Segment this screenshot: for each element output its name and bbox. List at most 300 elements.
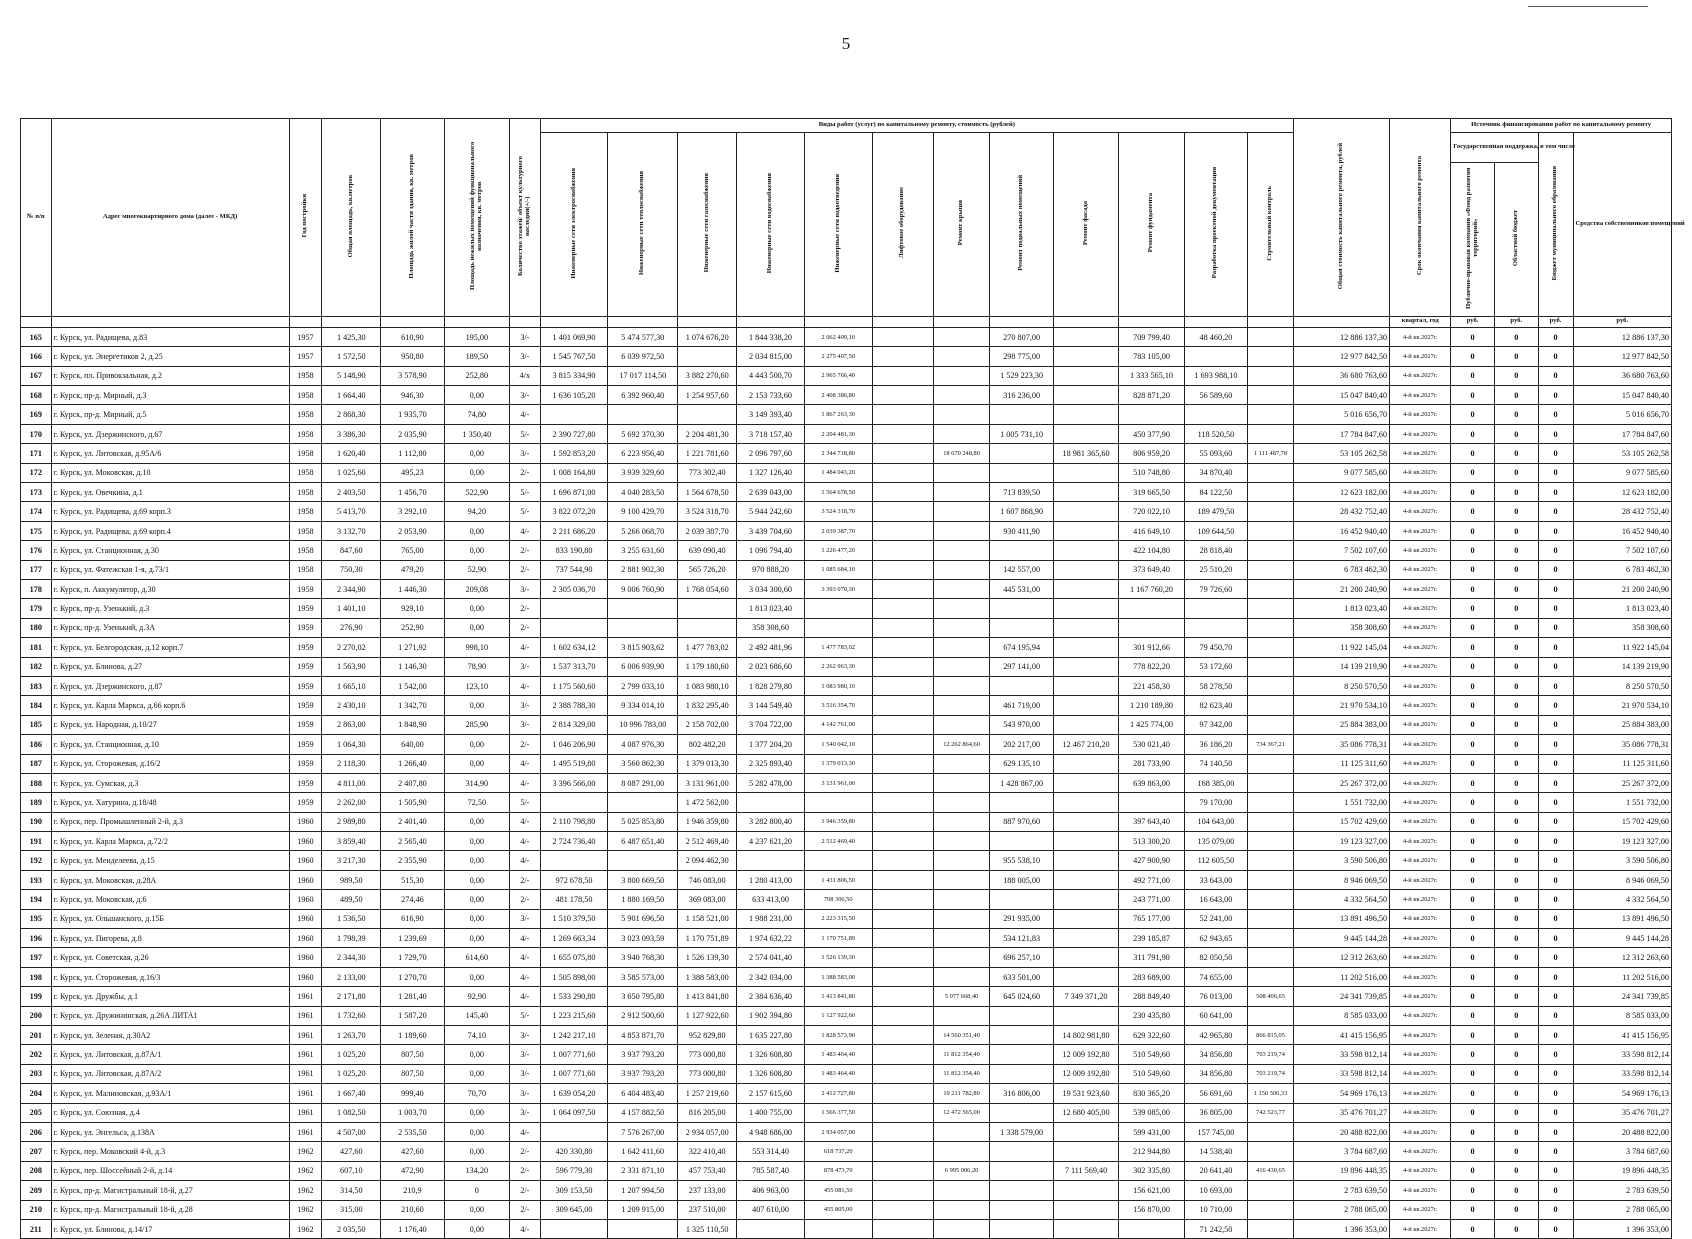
row-control xyxy=(1248,386,1294,405)
row-floors: 4/- xyxy=(510,1219,541,1238)
row-number: 211 xyxy=(21,1219,52,1238)
row-foundation: 510 549,60 xyxy=(1119,1064,1185,1083)
row-deadline: 4-й кв.2027г. xyxy=(1390,444,1451,463)
row-sewage: 1 379 013,30 xyxy=(804,754,872,773)
row-heat xyxy=(608,599,678,618)
row-deadline: 4-й кв.2027г. xyxy=(1390,793,1451,812)
row-nonres-area: 0,00 xyxy=(444,909,510,928)
row-owners: 54 969 176,13 xyxy=(1573,1084,1671,1103)
row-electric: 1 602 634,12 xyxy=(540,638,608,657)
row-basement xyxy=(990,541,1053,560)
row-fund-src: 0 xyxy=(1451,754,1495,773)
table-row xyxy=(21,463,1672,482)
row-nonres-area: 0,00 xyxy=(444,444,510,463)
row-roof: 19 211 782,80 xyxy=(933,1084,990,1103)
row-floors: 4/- xyxy=(510,832,541,851)
row-water: 1 326 608,80 xyxy=(737,1064,805,1083)
row-gas: 639 090,40 xyxy=(678,541,737,560)
row-heat xyxy=(608,618,678,637)
row-deadline: 4-й кв.2027г. xyxy=(1390,754,1451,773)
row-fund-src: 0 xyxy=(1451,793,1495,812)
row-lift xyxy=(872,1122,933,1141)
row-basement: 713 839,50 xyxy=(990,483,1053,502)
row-address: г. Курск, ул. Литовская, д.87А/1 xyxy=(51,1045,289,1064)
row-number: 189 xyxy=(21,793,52,812)
top-rule xyxy=(1528,6,1648,7)
row-basement xyxy=(990,793,1053,812)
row-address: г. Курск, п. Аккумулятор, д.30 xyxy=(51,580,289,599)
row-total: 8 585 033,00 xyxy=(1294,1006,1390,1025)
row-regional-src: 0 xyxy=(1494,812,1538,831)
row-water: 1 377 204,20 xyxy=(737,735,805,754)
row-roof: 11 812 354,40 xyxy=(933,1045,990,1064)
row-foundation xyxy=(1119,405,1185,424)
row-project: 112 605,50 xyxy=(1184,851,1247,870)
row-nonres-area: 123,10 xyxy=(444,676,510,695)
table-row xyxy=(21,638,1672,657)
row-electric xyxy=(540,618,608,637)
row-year: 1961 xyxy=(289,987,322,1006)
row-deadline: 4-й кв.2027г. xyxy=(1390,502,1451,521)
row-address: г. Курск, ул. Дзержинского, д.67 xyxy=(51,424,289,443)
row-gas: 1 325 110,50 xyxy=(678,1219,737,1238)
row-heat: 17 017 114,50 xyxy=(608,366,678,385)
row-control: 416 430,65 xyxy=(1248,1161,1294,1180)
row-gas: 2 512 469,40 xyxy=(678,832,737,851)
col-nonres-area: Площадь нежилых помещений функционального назначения, кв. метров xyxy=(468,141,483,291)
row-municipal-src: 0 xyxy=(1538,967,1573,986)
row-lift xyxy=(872,599,933,618)
table-row xyxy=(21,967,1672,986)
table-row xyxy=(21,618,1672,637)
row-basement xyxy=(990,676,1053,695)
row-living-area: 616,90 xyxy=(381,909,444,928)
row-heat xyxy=(608,851,678,870)
row-living-area: 1 112,80 xyxy=(381,444,444,463)
col-work-gas: Инженерные сети газоснабжения xyxy=(702,173,710,273)
row-total-area: 3 217,30 xyxy=(322,851,381,870)
row-lift xyxy=(872,405,933,424)
row-living-area: 3 292,10 xyxy=(381,502,444,521)
row-facade xyxy=(1053,657,1119,676)
row-water: 5 944 242,60 xyxy=(737,502,805,521)
row-control xyxy=(1248,618,1294,637)
row-year: 1959 xyxy=(289,696,322,715)
row-electric: 481 178,50 xyxy=(540,890,608,909)
row-floors: 5/- xyxy=(510,502,541,521)
row-gas: 802 482,20 xyxy=(678,735,737,754)
row-year: 1960 xyxy=(289,929,322,948)
row-total: 25 267 372,00 xyxy=(1294,773,1390,792)
row-water: 2 034 815,00 xyxy=(737,347,805,366)
row-year: 1959 xyxy=(289,773,322,792)
row-number: 176 xyxy=(21,541,52,560)
row-sewage: 2 934 057,00 xyxy=(804,1122,872,1141)
row-gas xyxy=(678,599,737,618)
row-address: г. Курск, ул. Дзержинского, д.87 xyxy=(51,676,289,695)
row-water: 3 034 300,60 xyxy=(737,580,805,599)
table-row xyxy=(21,405,1672,424)
row-control xyxy=(1248,812,1294,831)
row-nonres-area: 0,00 xyxy=(444,735,510,754)
row-roof xyxy=(933,502,990,521)
row-control: 703 219,74 xyxy=(1248,1064,1294,1083)
row-total-area: 314,50 xyxy=(322,1181,381,1200)
row-sewage xyxy=(804,1219,872,1238)
table-row xyxy=(21,657,1672,676)
row-year: 1958 xyxy=(289,424,322,443)
row-electric: 1 545 767,50 xyxy=(540,347,608,366)
row-facade xyxy=(1053,929,1119,948)
row-deadline: 4-й кв.2027г. xyxy=(1390,735,1451,754)
row-sewage xyxy=(804,851,872,870)
row-roof xyxy=(933,929,990,948)
row-regional-src: 0 xyxy=(1494,851,1538,870)
row-project: 82 623,40 xyxy=(1184,696,1247,715)
row-facade xyxy=(1053,948,1119,967)
row-municipal-src: 0 xyxy=(1538,890,1573,909)
row-total-area: 2 430,10 xyxy=(322,696,381,715)
row-floors: 4/- xyxy=(510,773,541,792)
row-foundation: 783 105,00 xyxy=(1119,347,1185,366)
row-nonres-area: 998,10 xyxy=(444,638,510,657)
row-electric: 1 007 771,60 xyxy=(540,1064,608,1083)
row-sewage: 1 540 042,10 xyxy=(804,735,872,754)
col-owners: Средства собственников помещений xyxy=(1573,133,1671,317)
row-total-area: 2 403,50 xyxy=(322,483,381,502)
row-address: г. Курск, ул. Станционная, д.30 xyxy=(51,541,289,560)
works-group-header: Виды работ (услуг) по капитальному ремонту, стоимость (рублей) xyxy=(540,119,1293,133)
row-number: 175 xyxy=(21,521,52,540)
row-control xyxy=(1248,424,1294,443)
row-floors: 5/- xyxy=(510,1006,541,1025)
row-electric: 3 396 566,00 xyxy=(540,773,608,792)
row-total: 11 125 311,60 xyxy=(1294,754,1390,773)
row-total-area: 1 667,40 xyxy=(322,1084,381,1103)
row-sewage xyxy=(804,618,872,637)
row-living-area: 1 456,70 xyxy=(381,483,444,502)
row-fund-src: 0 xyxy=(1451,1122,1495,1141)
row-address: г. Курск, ул. Радищева, д.69 корп.3 xyxy=(51,502,289,521)
row-total: 358 308,60 xyxy=(1294,618,1390,637)
row-project: 48 460,20 xyxy=(1184,327,1247,346)
row-regional-src: 0 xyxy=(1494,832,1538,851)
row-facade: 7 111 569,40 xyxy=(1053,1161,1119,1180)
row-facade xyxy=(1053,327,1119,346)
row-number: 183 xyxy=(21,676,52,695)
row-total: 12 886 137,30 xyxy=(1294,327,1390,346)
row-number: 177 xyxy=(21,560,52,579)
row-regional-src: 0 xyxy=(1494,1122,1538,1141)
row-project xyxy=(1184,347,1247,366)
row-facade: 7 349 371,20 xyxy=(1053,987,1119,1006)
row-sewage: 1 946 359,80 xyxy=(804,812,872,831)
row-regional-src: 0 xyxy=(1494,463,1538,482)
row-total: 21 970 534,10 xyxy=(1294,696,1390,715)
row-year: 1958 xyxy=(289,405,322,424)
row-deadline: 4-й кв.2027г. xyxy=(1390,812,1451,831)
row-number: 166 xyxy=(21,347,52,366)
row-lift xyxy=(872,890,933,909)
row-municipal-src: 0 xyxy=(1538,909,1573,928)
row-deadline: 4-й кв.2027г. xyxy=(1390,347,1451,366)
row-control xyxy=(1248,793,1294,812)
row-total-area: 1 401,10 xyxy=(322,599,381,618)
row-roof: 12 262 864,60 xyxy=(933,735,990,754)
row-total: 7 502 107,60 xyxy=(1294,541,1390,560)
row-total: 1 551 732,00 xyxy=(1294,793,1390,812)
row-municipal-src: 0 xyxy=(1538,929,1573,948)
row-sewage: 1 127 922,60 xyxy=(804,1006,872,1025)
row-foundation xyxy=(1119,1219,1185,1238)
row-basement: 445 531,00 xyxy=(990,580,1053,599)
row-project: 168 385,00 xyxy=(1184,773,1247,792)
row-sewage: 3 131 961,00 xyxy=(804,773,872,792)
row-regional-src: 0 xyxy=(1494,929,1538,948)
row-living-area: 946,30 xyxy=(381,386,444,405)
row-regional-src: 0 xyxy=(1494,909,1538,928)
row-total: 33 598 812,14 xyxy=(1294,1064,1390,1083)
row-address: г. Курск, ул. Сумская, д.3 xyxy=(51,773,289,792)
row-heat: 5 025 853,80 xyxy=(608,812,678,831)
row-total-area: 750,30 xyxy=(322,560,381,579)
row-total-area: 3 132,70 xyxy=(322,521,381,540)
row-electric: 2 211 686,20 xyxy=(540,521,608,540)
row-number: 209 xyxy=(21,1181,52,1200)
row-floors: 4/- xyxy=(510,638,541,657)
row-municipal-src: 0 xyxy=(1538,483,1573,502)
col-work-control: Строительный контроль xyxy=(1266,185,1274,261)
row-electric: 1 269 663,34 xyxy=(540,929,608,948)
row-living-area: 1 239,69 xyxy=(381,929,444,948)
row-basement: 316 236,00 xyxy=(990,386,1053,405)
row-living-area: 3 578,90 xyxy=(381,366,444,385)
row-water: 2 096 797,60 xyxy=(737,444,805,463)
row-gas xyxy=(678,618,737,637)
row-electric: 309 645,00 xyxy=(540,1200,608,1219)
row-sewage: 1 564 678,50 xyxy=(804,483,872,502)
row-electric xyxy=(540,1219,608,1238)
row-heat xyxy=(608,1219,678,1238)
row-facade xyxy=(1053,483,1119,502)
row-regional-src: 0 xyxy=(1494,890,1538,909)
row-total-area: 2 035,50 xyxy=(322,1219,381,1238)
row-year: 1959 xyxy=(289,580,322,599)
row-floors: 4/- xyxy=(510,851,541,870)
row-gas: 1 946 359,80 xyxy=(678,812,737,831)
col-work-water: Инженерные сети водоснабжения xyxy=(766,172,774,274)
row-living-area: 472,90 xyxy=(381,1161,444,1180)
row-number: 196 xyxy=(21,929,52,948)
row-heat: 1 209 915,00 xyxy=(608,1200,678,1219)
row-total: 24 341 739,85 xyxy=(1294,987,1390,1006)
row-lift xyxy=(872,657,933,676)
row-heat: 5 692 370,30 xyxy=(608,424,678,443)
row-nonres-area: 78,90 xyxy=(444,657,510,676)
row-electric: 1 175 560,60 xyxy=(540,676,608,695)
row-total: 8 250 570,50 xyxy=(1294,676,1390,695)
row-owners: 1 551 732,00 xyxy=(1573,793,1671,812)
row-municipal-src: 0 xyxy=(1538,715,1573,734)
row-fund-src: 0 xyxy=(1451,1200,1495,1219)
row-deadline: 4-й кв.2027г. xyxy=(1390,1045,1451,1064)
row-total: 9 445 144,28 xyxy=(1294,929,1390,948)
row-sewage: 1 483 464,40 xyxy=(804,1045,872,1064)
row-sewage: 618 737,20 xyxy=(804,1142,872,1161)
row-water: 1 280 413,00 xyxy=(737,870,805,889)
row-address: г. Курск, пр-д. Узенький, д.3А xyxy=(51,618,289,637)
row-electric: 1 007 771,60 xyxy=(540,1045,608,1064)
row-address: г. Курск, пр-д. Магистральный 18-й, д.27 xyxy=(51,1181,289,1200)
row-regional-src: 0 xyxy=(1494,386,1538,405)
row-roof xyxy=(933,483,990,502)
row-electric: 1 696 871,00 xyxy=(540,483,608,502)
row-year: 1958 xyxy=(289,444,322,463)
row-municipal-src: 0 xyxy=(1538,386,1573,405)
row-nonres-area: 74,80 xyxy=(444,405,510,424)
row-water: 3 439 704,60 xyxy=(737,521,805,540)
row-foundation: 778 822,20 xyxy=(1119,657,1185,676)
row-deadline: 4-й кв.2027г. xyxy=(1390,1219,1451,1238)
row-regional-src: 0 xyxy=(1494,793,1538,812)
row-total: 8 946 069,50 xyxy=(1294,870,1390,889)
row-floors: 3/- xyxy=(510,909,541,928)
row-heat: 4 853 871,70 xyxy=(608,1025,678,1044)
table-row xyxy=(21,444,1672,463)
row-regional-src: 0 xyxy=(1494,1161,1538,1180)
row-year: 1959 xyxy=(289,599,322,618)
row-nonres-area: 0,00 xyxy=(444,521,510,540)
row-water: 1 400 755,00 xyxy=(737,1103,805,1122)
row-deadline: 4-й кв.2027г. xyxy=(1390,1122,1451,1141)
row-floors: 2/- xyxy=(510,560,541,579)
row-gas: 773 302,40 xyxy=(678,463,737,482)
row-address: г. Курск, пр-д. Магистральный 18-й, д.28 xyxy=(51,1200,289,1219)
row-regional-src: 0 xyxy=(1494,502,1538,521)
row-gas: 952 829,80 xyxy=(678,1025,737,1044)
row-roof xyxy=(933,890,990,909)
row-heat: 3 815 903,62 xyxy=(608,638,678,657)
row-electric: 1 008 164,80 xyxy=(540,463,608,482)
row-owners: 33 598 812,14 xyxy=(1573,1064,1671,1083)
row-total: 6 783 462,30 xyxy=(1294,560,1390,579)
row-total: 21 200 240,90 xyxy=(1294,580,1390,599)
row-gas xyxy=(678,405,737,424)
row-floors: 3/- xyxy=(510,1103,541,1122)
row-municipal-src: 0 xyxy=(1538,696,1573,715)
row-roof: 5 077 668,40 xyxy=(933,987,990,1006)
row-heat: 9 006 760,90 xyxy=(608,580,678,599)
row-gas: 1 179 180,60 xyxy=(678,657,737,676)
row-regional-src: 0 xyxy=(1494,1181,1538,1200)
row-number: 205 xyxy=(21,1103,52,1122)
row-total-area: 1 664,40 xyxy=(322,386,381,405)
row-foundation: 311 791,90 xyxy=(1119,948,1185,967)
row-living-area: 765,00 xyxy=(381,541,444,560)
row-roof xyxy=(933,812,990,831)
row-basement xyxy=(990,1181,1053,1200)
row-number: 184 xyxy=(21,696,52,715)
col-living-area: Площадь жилой части здания, кв. метров xyxy=(407,153,415,279)
row-basement xyxy=(990,1103,1053,1122)
row-total: 28 432 752,40 xyxy=(1294,502,1390,521)
row-municipal-src: 0 xyxy=(1538,735,1573,754)
row-deadline: 4-й кв.2027г. xyxy=(1390,929,1451,948)
row-facade xyxy=(1053,405,1119,424)
row-sewage xyxy=(804,599,872,618)
row-roof xyxy=(933,463,990,482)
table-row xyxy=(21,1025,1672,1044)
row-roof xyxy=(933,1200,990,1219)
row-electric xyxy=(540,599,608,618)
row-heat: 3 800 669,50 xyxy=(608,870,678,889)
row-facade xyxy=(1053,463,1119,482)
table-row xyxy=(21,754,1672,773)
row-living-area: 210,60 xyxy=(381,1200,444,1219)
row-facade xyxy=(1053,1006,1119,1025)
row-floors: 2/- xyxy=(510,735,541,754)
row-owners: 1 813 023,40 xyxy=(1573,599,1671,618)
col-work-sewage: Инженерные сети водоотведения xyxy=(833,173,841,273)
row-basement xyxy=(990,1200,1053,1219)
row-fund-src: 0 xyxy=(1451,676,1495,695)
row-nonres-area: 189,50 xyxy=(444,347,510,366)
row-nonres-area: 145,40 xyxy=(444,1006,510,1025)
row-address: г. Курск, пр-д. Узенький, д.3 xyxy=(51,599,289,618)
row-year: 1961 xyxy=(289,1103,322,1122)
row-foundation: 373 649,40 xyxy=(1119,560,1185,579)
row-foundation: 513 300,20 xyxy=(1119,832,1185,851)
row-fund-src: 0 xyxy=(1451,1181,1495,1200)
table-row xyxy=(21,1103,1672,1122)
row-foundation: 422 104,80 xyxy=(1119,541,1185,560)
row-gas: 237 133,00 xyxy=(678,1181,737,1200)
row-water: 3 149 393,40 xyxy=(737,405,805,424)
row-regional-src: 0 xyxy=(1494,987,1538,1006)
row-total: 12 312 263,60 xyxy=(1294,948,1390,967)
row-heat: 4 157 882,50 xyxy=(608,1103,678,1122)
row-municipal-src: 0 xyxy=(1538,1025,1573,1044)
row-project: 82 050,50 xyxy=(1184,948,1247,967)
row-number: 165 xyxy=(21,327,52,346)
row-owners: 28 432 752,40 xyxy=(1573,502,1671,521)
row-control xyxy=(1248,405,1294,424)
row-owners: 7 502 107,60 xyxy=(1573,541,1671,560)
row-electric: 2 814 329,00 xyxy=(540,715,608,734)
row-foundation: 806 959,20 xyxy=(1119,444,1185,463)
row-nonres-area: 0,00 xyxy=(444,696,510,715)
row-municipal-src: 0 xyxy=(1538,580,1573,599)
row-gas: 1 083 980,10 xyxy=(678,676,737,695)
row-regional-src: 0 xyxy=(1494,948,1538,967)
row-sewage: 2 412 727,80 xyxy=(804,1084,872,1103)
row-total-area: 4 507,00 xyxy=(322,1122,381,1141)
row-total-area: 1 425,30 xyxy=(322,327,381,346)
row-municipal-src: 0 xyxy=(1538,812,1573,831)
row-heat: 3 937 793,20 xyxy=(608,1045,678,1064)
row-year: 1958 xyxy=(289,502,322,521)
row-water: 1 327 126,40 xyxy=(737,463,805,482)
row-project: 55 093,60 xyxy=(1184,444,1247,463)
row-floors: 3/- xyxy=(510,1084,541,1103)
row-regional-src: 0 xyxy=(1494,967,1538,986)
row-regional-src: 0 xyxy=(1494,638,1538,657)
row-deadline: 4-й кв.2027г. xyxy=(1390,560,1451,579)
row-project: 10 710,00 xyxy=(1184,1200,1247,1219)
row-heat: 6 487 651,40 xyxy=(608,832,678,851)
row-regional-src: 0 xyxy=(1494,754,1538,773)
row-living-area: 950,80 xyxy=(381,347,444,366)
